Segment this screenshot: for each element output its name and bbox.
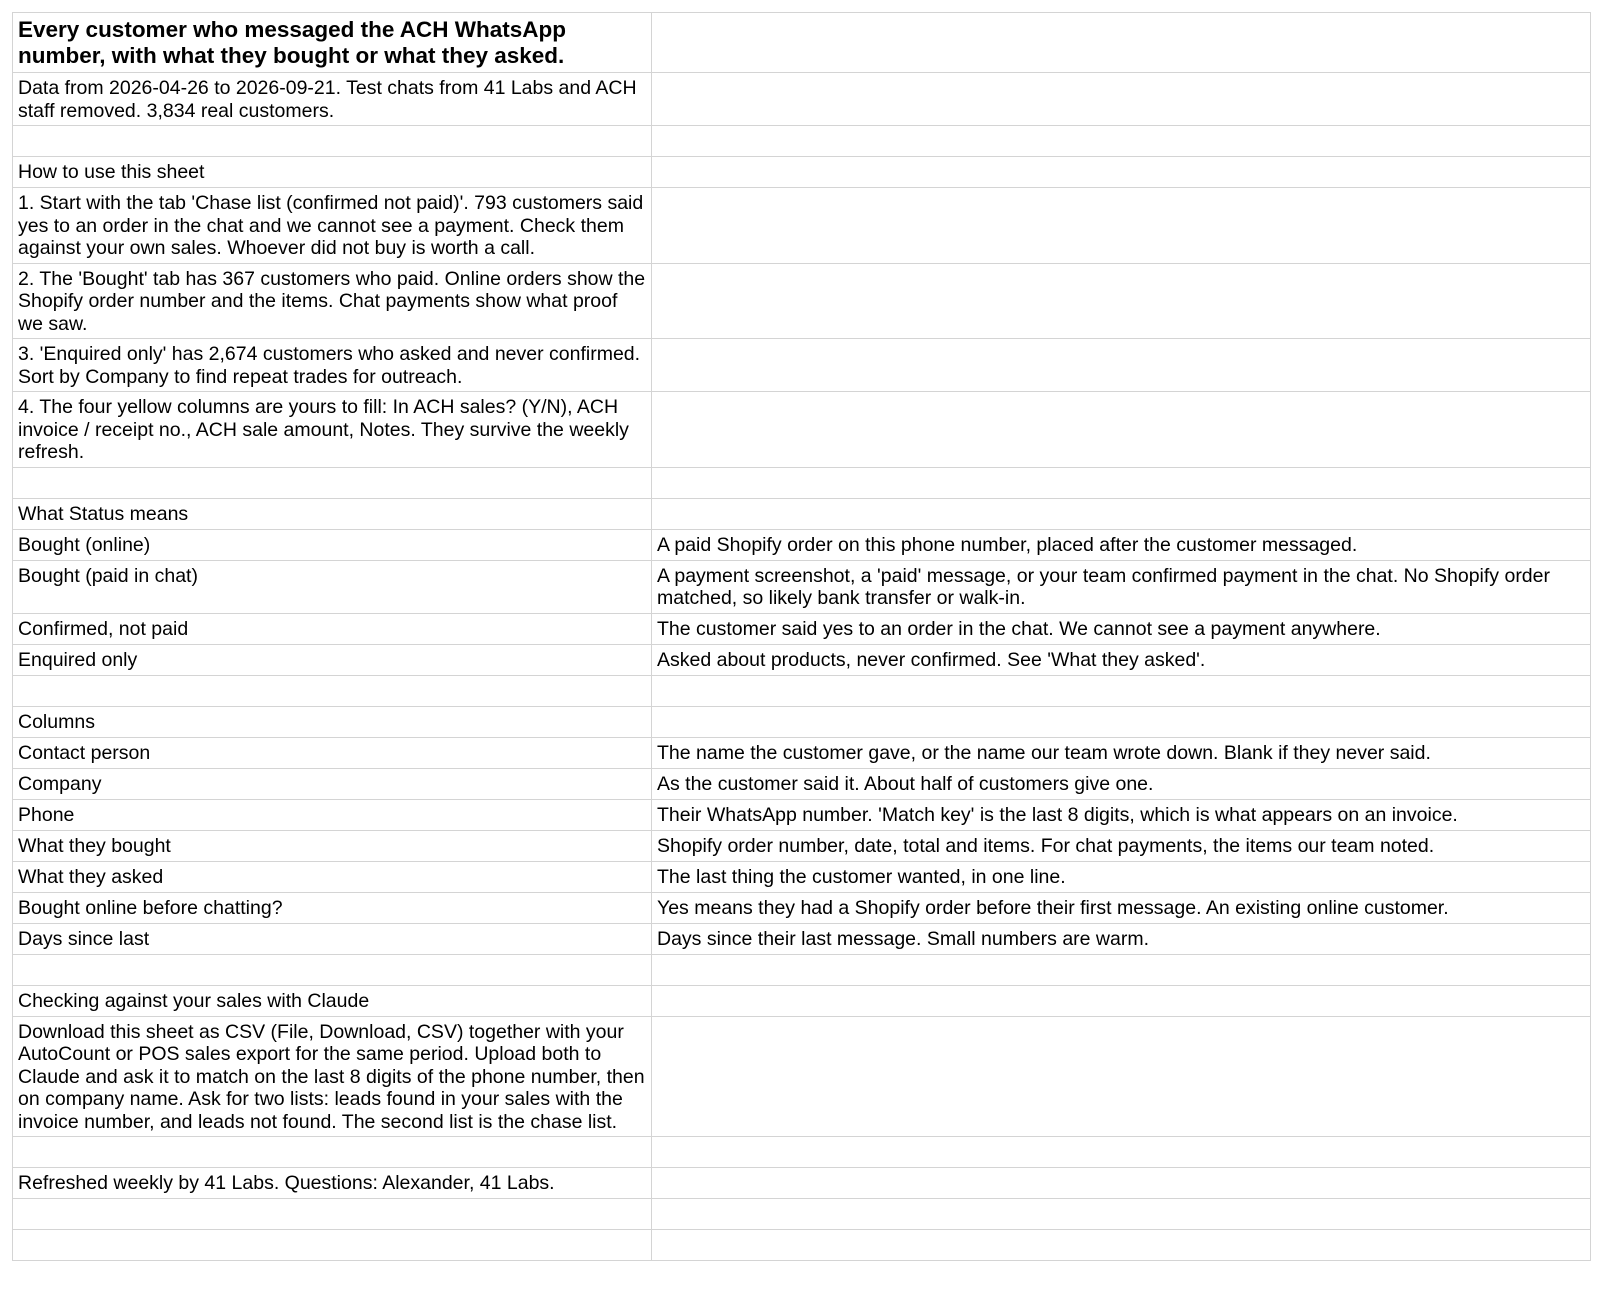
- empty-cell[interactable]: [13, 954, 652, 985]
- table-row: [13, 675, 1591, 706]
- status-heading[interactable]: What Status means: [13, 498, 652, 529]
- table-row: [13, 861, 1591, 892]
- empty-cell[interactable]: [13, 675, 652, 706]
- spreadsheet-grid: [12, 12, 1591, 1261]
- empty-cell[interactable]: [652, 1230, 1591, 1261]
- empty-cell[interactable]: [13, 1199, 652, 1230]
- footer-note[interactable]: Refreshed weekly by 41 Labs. Questions: Alexander, 41 Labs.: [13, 1168, 652, 1199]
- column-term[interactable]: Company: [13, 768, 652, 799]
- table-row: [13, 13, 1591, 73]
- table-row: [13, 830, 1591, 861]
- table-row: [13, 188, 1591, 264]
- empty-cell[interactable]: [652, 392, 1591, 468]
- empty-cell[interactable]: [652, 675, 1591, 706]
- status-description[interactable]: A paid Shopify order on this phone number, placed after the customer messaged.: [652, 529, 1591, 560]
- table-row: [13, 339, 1591, 392]
- status-term[interactable]: Bought (online): [13, 529, 652, 560]
- column-description[interactable]: As the customer said it. About half of customers give one.: [652, 768, 1591, 799]
- sheet-title[interactable]: Every customer who messaged the ACH WhatsApp number, with what they bought or what they asked.: [13, 13, 652, 73]
- empty-cell[interactable]: [652, 73, 1591, 126]
- empty-cell[interactable]: [13, 1137, 652, 1168]
- column-description[interactable]: Days since their last message. Small numbers are warm.: [652, 923, 1591, 954]
- column-term[interactable]: Days since last: [13, 923, 652, 954]
- how-to-step-3[interactable]: 3. 'Enquired only' has 2,674 customers who asked and never confirmed. Sort by Company to find repeat trades for outreach.: [13, 339, 652, 392]
- table-row: [13, 737, 1591, 768]
- column-description[interactable]: Yes means they had a Shopify order before their first message. An existing online customer.: [652, 892, 1591, 923]
- empty-cell[interactable]: [652, 126, 1591, 157]
- table-row: [13, 1016, 1591, 1137]
- empty-cell[interactable]: [652, 188, 1591, 264]
- empty-cell[interactable]: [652, 498, 1591, 529]
- table-row: [13, 892, 1591, 923]
- column-description[interactable]: The last thing the customer wanted, in one line.: [652, 861, 1591, 892]
- how-to-heading[interactable]: How to use this sheet: [13, 157, 652, 188]
- status-term[interactable]: Bought (paid in chat): [13, 560, 652, 613]
- data-range-note[interactable]: Data from 2026-04-26 to 2026-09-21. Test chats from 41 Labs and ACH staff removed. 3,834 real customers.: [13, 73, 652, 126]
- column-term[interactable]: Phone: [13, 799, 652, 830]
- empty-cell[interactable]: [652, 157, 1591, 188]
- empty-cell[interactable]: [652, 13, 1591, 73]
- table-row: [13, 985, 1591, 1016]
- empty-cell[interactable]: [652, 263, 1591, 339]
- empty-cell[interactable]: [652, 1137, 1591, 1168]
- table-row: [13, 467, 1591, 498]
- column-term[interactable]: What they bought: [13, 830, 652, 861]
- column-description[interactable]: The name the customer gave, or the name our team wrote down. Blank if they never said.: [652, 737, 1591, 768]
- empty-cell[interactable]: [13, 467, 652, 498]
- how-to-step-4[interactable]: 4. The four yellow columns are yours to fill: In ACH sales? (Y/N), ACH invoice / receipt no., ACH sale amount, Notes. They survive the weekly refresh.: [13, 392, 652, 468]
- table-row: [13, 644, 1591, 675]
- empty-cell[interactable]: [652, 706, 1591, 737]
- empty-cell[interactable]: [652, 954, 1591, 985]
- status-term[interactable]: Enquired only: [13, 644, 652, 675]
- table-row: [13, 613, 1591, 644]
- empty-cell[interactable]: [652, 985, 1591, 1016]
- table-row: [13, 263, 1591, 339]
- table-row: [13, 923, 1591, 954]
- status-description[interactable]: The customer said yes to an order in the chat. We cannot see a payment anywhere.: [652, 613, 1591, 644]
- status-term[interactable]: Confirmed, not paid: [13, 613, 652, 644]
- table-row: [13, 157, 1591, 188]
- empty-cell[interactable]: [13, 126, 652, 157]
- table-row: [13, 799, 1591, 830]
- column-description[interactable]: Shopify order number, date, total and items. For chat payments, the items our team noted.: [652, 830, 1591, 861]
- how-to-step-1[interactable]: 1. Start with the tab 'Chase list (confirmed not paid)'. 793 customers said yes to an order in the chat and we cannot see a payment. Check them against your own sales. Whoever did not buy is worth a call.: [13, 188, 652, 264]
- table-row: [13, 529, 1591, 560]
- table-row: [13, 1137, 1591, 1168]
- table-row: [13, 560, 1591, 613]
- columns-heading[interactable]: Columns: [13, 706, 652, 737]
- table-row: [13, 954, 1591, 985]
- empty-cell[interactable]: [652, 1016, 1591, 1137]
- column-term[interactable]: Bought online before chatting?: [13, 892, 652, 923]
- table-row: [13, 73, 1591, 126]
- status-description[interactable]: Asked about products, never confirmed. See 'What they asked'.: [652, 644, 1591, 675]
- table-row: [13, 768, 1591, 799]
- empty-cell[interactable]: [652, 1168, 1591, 1199]
- empty-cell[interactable]: [652, 467, 1591, 498]
- how-to-step-2[interactable]: 2. The 'Bought' tab has 367 customers who paid. Online orders show the Shopify order number and the items. Chat payments show what proof we saw.: [13, 263, 652, 339]
- table-row: [13, 1230, 1591, 1261]
- column-description[interactable]: Their WhatsApp number. 'Match key' is the last 8 digits, which is what appears on an invoice.: [652, 799, 1591, 830]
- status-description[interactable]: A payment screenshot, a 'paid' message, or your team confirmed payment in the chat. No Shopify order matched, so likely bank transfer or walk-in.: [652, 560, 1591, 613]
- table-row: [13, 126, 1591, 157]
- table-row: [13, 1168, 1591, 1199]
- empty-cell[interactable]: [13, 1230, 652, 1261]
- claude-heading[interactable]: Checking against your sales with Claude: [13, 985, 652, 1016]
- table-row: [13, 1199, 1591, 1230]
- column-term[interactable]: What they asked: [13, 861, 652, 892]
- table-row: [13, 498, 1591, 529]
- table-row: [13, 392, 1591, 468]
- column-term[interactable]: Contact person: [13, 737, 652, 768]
- claude-instructions[interactable]: Download this sheet as CSV (File, Download, CSV) together with your AutoCount or POS sales export for the same period. Upload both to Claude and ask it to match on the last 8 digits of the phone number, then on company name. Ask for two lists: leads found in your sales with the invoice number, and leads not found. The second list is the chase list.: [13, 1016, 652, 1137]
- empty-cell[interactable]: [652, 339, 1591, 392]
- empty-cell[interactable]: [652, 1199, 1591, 1230]
- table-row: [13, 706, 1591, 737]
